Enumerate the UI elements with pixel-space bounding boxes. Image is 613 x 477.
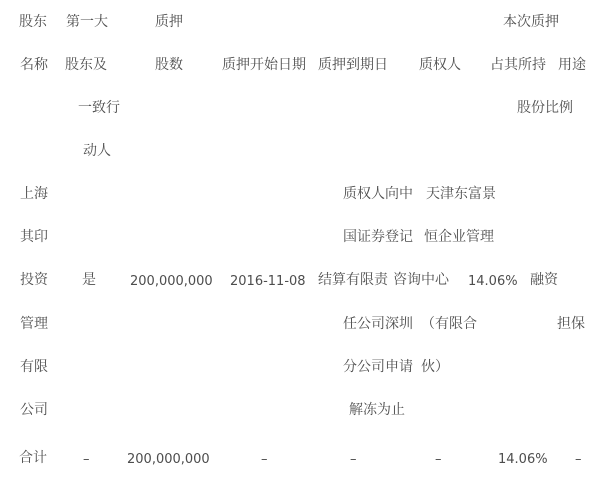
cell-fragment: 上海 <box>20 186 48 202</box>
cell-fragment: 咨询中心 <box>393 272 449 288</box>
total-fragment: – <box>261 452 268 467</box>
total-fragment: 200,000,000 <box>127 452 210 467</box>
header-fragment: 质押到期日 <box>318 57 388 73</box>
cell-fragment: 分公司申请 <box>343 359 413 375</box>
total-fragment: 14.06% <box>498 452 548 467</box>
cell-fragment: 伙） <box>421 359 449 375</box>
cell-fragment: 天津东富景 <box>426 186 496 202</box>
cell-fragment: 是 <box>82 272 96 288</box>
cell-fragment: 公司 <box>20 402 48 418</box>
header-fragment: 质押开始日期 <box>222 57 306 73</box>
cell-fragment: 结算有限责 <box>318 272 388 288</box>
header-fragment: 股数 <box>155 57 183 73</box>
cell-fragment: 其印 <box>20 229 48 245</box>
cell-fragment: 投资 <box>20 272 48 288</box>
cell-fragment: 国证券登记 <box>343 229 413 245</box>
header-fragment: 一致行 <box>78 100 120 116</box>
header-fragment: 动人 <box>83 143 111 159</box>
cell-fragment: 管理 <box>20 316 48 332</box>
cell-fragment: （有限合 <box>421 316 477 332</box>
total-fragment: – <box>83 452 90 467</box>
total-fragment: 合计 <box>19 450 47 466</box>
cell-fragment: 14.06% <box>468 274 518 289</box>
cell-fragment: 2016-11-08 <box>230 274 306 289</box>
header-fragment: 第一大 <box>66 14 108 30</box>
cell-fragment: 担保 <box>557 316 585 332</box>
header-fragment: 质押 <box>155 14 183 30</box>
total-fragment: – <box>575 452 582 467</box>
total-fragment: – <box>350 452 357 467</box>
header-fragment: 股东 <box>19 14 47 30</box>
header-fragment: 本次质押 <box>503 14 559 30</box>
header-fragment: 用途 <box>558 57 586 73</box>
cell-fragment: 质权人向中 <box>343 186 413 202</box>
total-fragment: – <box>435 452 442 467</box>
cell-fragment: 任公司深圳 <box>343 316 413 332</box>
header-fragment: 占其所持 <box>490 57 546 73</box>
cell-fragment: 解冻为止 <box>349 402 405 418</box>
header-fragment: 名称 <box>20 57 48 73</box>
header-fragment: 股东及 <box>65 57 107 73</box>
header-fragment: 股份比例 <box>517 100 573 116</box>
cell-fragment: 有限 <box>20 359 48 375</box>
cell-fragment: 恒企业管理 <box>424 229 494 245</box>
header-fragment: 质权人 <box>419 57 461 73</box>
cell-fragment: 200,000,000 <box>130 274 213 289</box>
cell-fragment: 融资 <box>530 272 558 288</box>
